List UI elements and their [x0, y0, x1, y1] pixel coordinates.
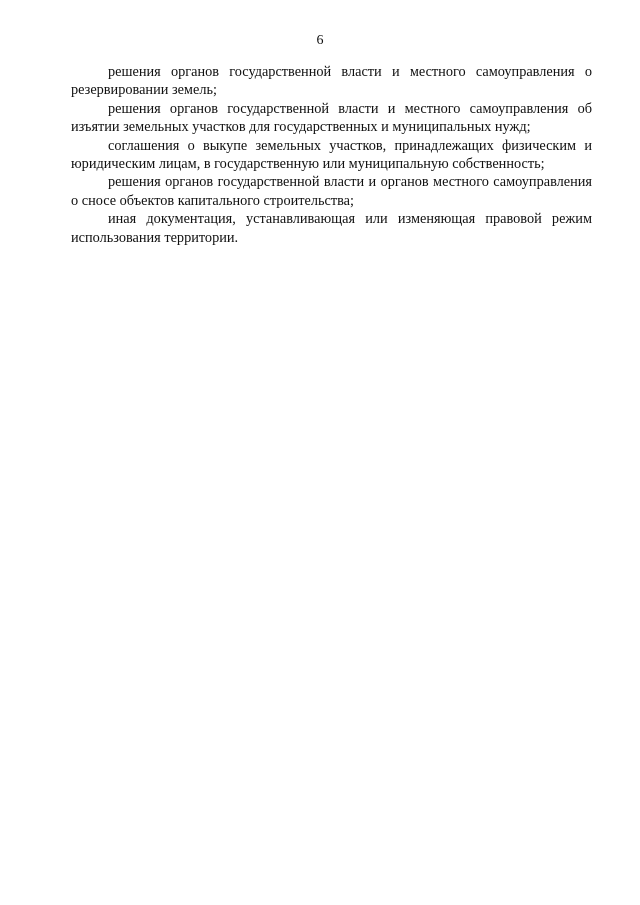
document-body	[71, 63, 592, 247]
paragraph-land-seizure: решения органов государственной власти и местного самоуправления об изъятии земельных участков для государственных и муниципальных нужд;	[71, 100, 592, 136]
paragraph-buyout-agreements: соглашения о выкупе земельных участков, принадлежащих физическим и юридическим лицам, в государственную или муниципальную собственность;	[71, 137, 592, 173]
paragraph-other-documentation: иная документация, устанавливающая или изменяющая правовой режим использования территории.	[71, 211, 592, 246]
paragraph-land-reservation: решения органов государственной власти и местного самоуправления о резервировании земель;	[71, 64, 592, 99]
paragraph-demolition-decisions: решения органов государственной власти и органов местного самоуправления о сносе объектов капитального строительства;	[71, 174, 592, 209]
page-number: 6	[316, 33, 324, 48]
